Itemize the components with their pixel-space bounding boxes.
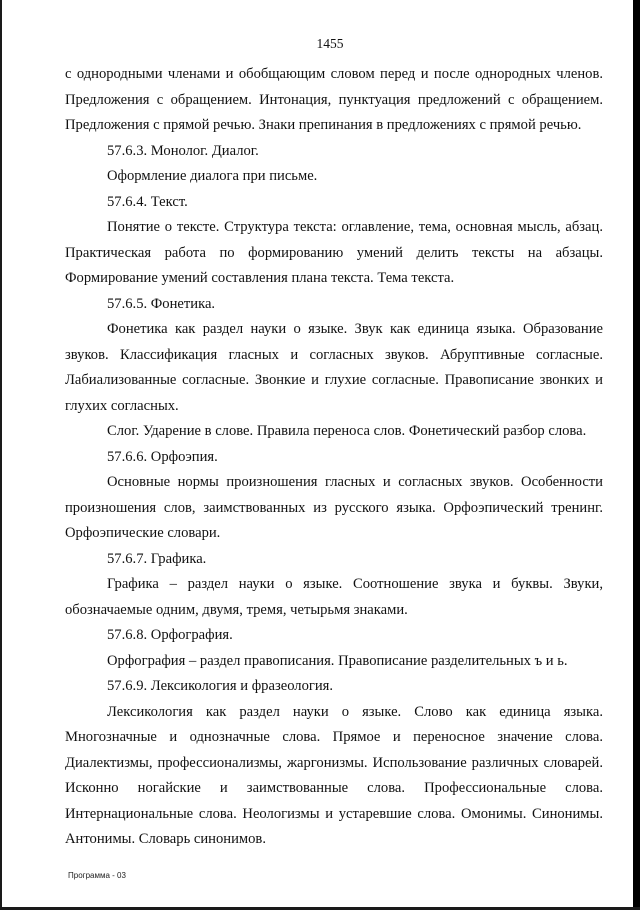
heading-orthoepy: 57.6.6. Орфоэпия. (107, 448, 218, 465)
paragraph-lexicology: Лексикология как раздел науки о языке. Слово как единица языка. Многозначные и однозначные слова. Прямое и переносное значение слова. Диалектизмы, профессионализмы, жаргонизмы. Использование различных словарей. Исконно ногайские и заимствованные слова. Профессиональные слова. Интернациональные слова. Неологизмы и устаревшие слова. Омонимы. Синонимы. Антонимы. Словарь синонимов. (65, 703, 603, 847)
paragraph-dialog-format: Оформление диалога при письме. (107, 168, 318, 184)
paragraph-orthography: Орфография – раздел правописания. Правописание разделительных ъ и ь. (107, 652, 568, 669)
paragraph-graphics: Графика – раздел науки о языке. Соотношение звука и буквы. Звуки, обозначаемые одним, двумя, тремя, четырьмя знаками. (65, 576, 603, 618)
heading-monolog-dialog: 57.6.3. Монолог. Диалог. (107, 142, 259, 159)
heading-phonetics: 57.6.5. Фонетика. (107, 295, 216, 312)
paragraph-continuation: с однородными членами и обобщающим словом перед и после однородных членов. Предложения с обращением. Интонация, пунктуация предложений с обращением. Предложения с прямой речью. Знаки препинания в предложениях с прямой речью. (65, 66, 603, 133)
paragraph-orthoepy: Основные нормы произношения гласных и согласных звуков. Особенности произношения слов, заимствованных из русского языка. Орфоэпический тренинг. Орфоэпические словари. (65, 474, 603, 541)
heading-orthography: 57.6.8. Орфография. (107, 627, 233, 643)
paragraph-text-concept: Понятие о тексте. Структура текста: оглавление, тема, основная мысль, абзац. Практическая работа по формированию умений делить тексты на абзацы. Формирование умений составления плана текста. Тема текста. (65, 219, 603, 286)
paragraph-syllable: Слог. Ударение в слове. Правила переноса слов. Фонетический разбор слова. (107, 423, 587, 439)
scan-edge-left (0, 0, 2, 910)
paragraph-phonetics: Фонетика как раздел науки о языке. Звук как единица языка. Образование звуков. Классификация гласных и согласных звуков. Абруптивные согласные. Лабиализованные согласные. Звонкие и глухие согласные. Правописание звонких и глухих согласных. (65, 321, 603, 414)
heading-lexicology: 57.6.9. Лексикология и фразеология. (107, 678, 334, 694)
body-text (65, 62, 603, 853)
heading-text: 57.6.4. Текст. (107, 193, 188, 210)
heading-graphics: 57.6.7. Графика. (107, 550, 207, 567)
page-number: 1455 (316, 36, 344, 51)
scan-edge-right (633, 0, 640, 910)
footer-label: Программа - 03 (68, 871, 126, 880)
